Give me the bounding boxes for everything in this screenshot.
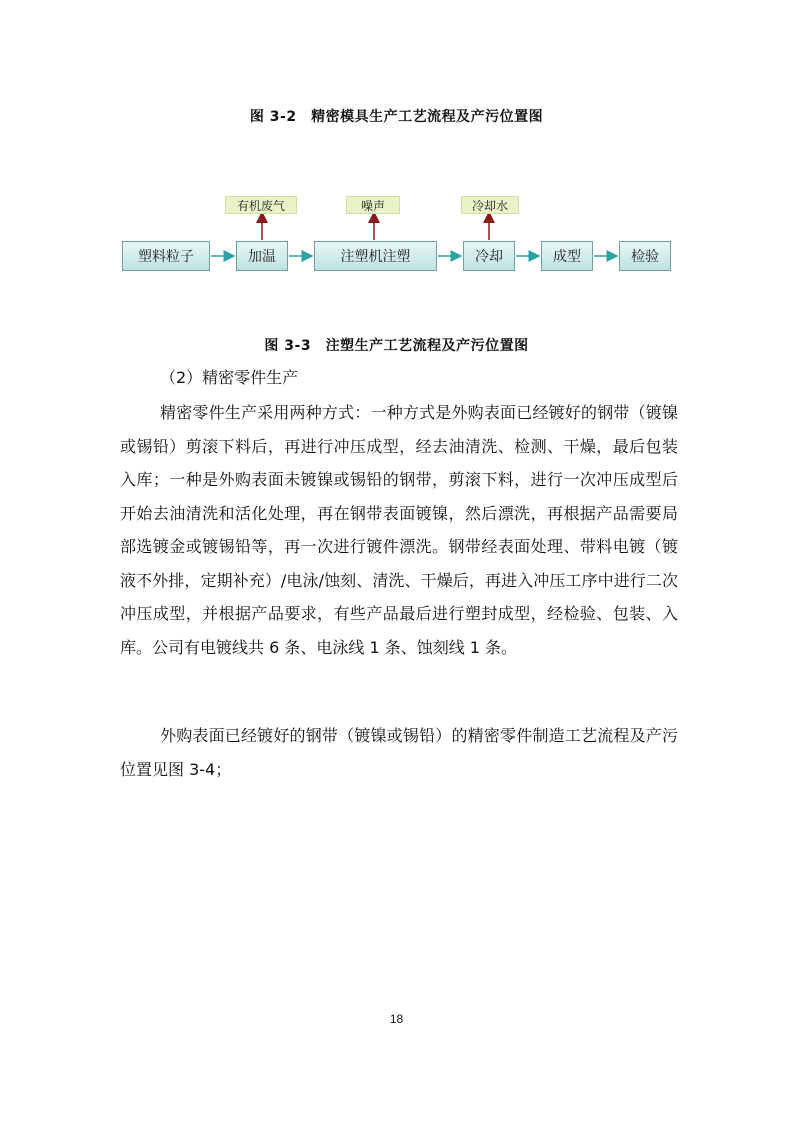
section-heading: （2）精密零件生产 (160, 368, 299, 387)
flow-step-cooling: 冷却 (463, 241, 515, 271)
flow-step-heating: 加温 (236, 241, 288, 271)
figure-3-3-caption: 图 3-3 注塑生产工艺流程及产污位置图 (264, 338, 529, 354)
flow-step-forming: 成型 (541, 241, 593, 271)
flow-step-plastic-pellets: 塑料粒子 (122, 241, 210, 271)
flow-step-inspection: 检验 (619, 241, 671, 271)
page-number: 18 (389, 1012, 404, 1026)
body-paragraph-2: 外购表面已经镀好的钢带（镀镍或锡铅）的精密零件制造工艺流程及产污位置见图 3-4； (120, 726, 678, 779)
emission-label-noise: 噪声 (346, 196, 400, 214)
emission-label-cooling-water: 冷却水 (461, 196, 519, 214)
body-paragraph-1: 精密零件生产采用两种方式：一种方式是外购表面已经镀好的钢带（镀镍或锡铅）剪滚下料后，再进行冲压成型，经去油清洗、检测、干燥，最后包装入库；一种是外购表面未镀镍或锡铅的钢带，剪滚下料，进行一次冲压成型后开始去油清洗和活化处理，再在钢带表面镀镍，然后漂洗，再根据产品需要局部选镀金或镀锡铅等，再一次进行镀件漂洗。钢带经表面处理、带料电镀（镀液不外排，定期补充）/电泳/蚀刻、清洗、干燥后，再进入冲压工序中进行二次冲压成型，并根据产品要求，有些产品最后进行塑封成型，经检验、包装、入库。公司有电镀线共 6 条、电泳线 1 条、蚀刻线 1 条。 (120, 403, 678, 657)
figure-3-2-caption: 图 3-2 精密模具生产工艺流程及产污位置图 (249, 109, 544, 125)
emission-label-organic-waste-gas: 有机废气 (225, 196, 297, 214)
flow-step-injection-molding: 注塑机注塑 (314, 241, 437, 271)
